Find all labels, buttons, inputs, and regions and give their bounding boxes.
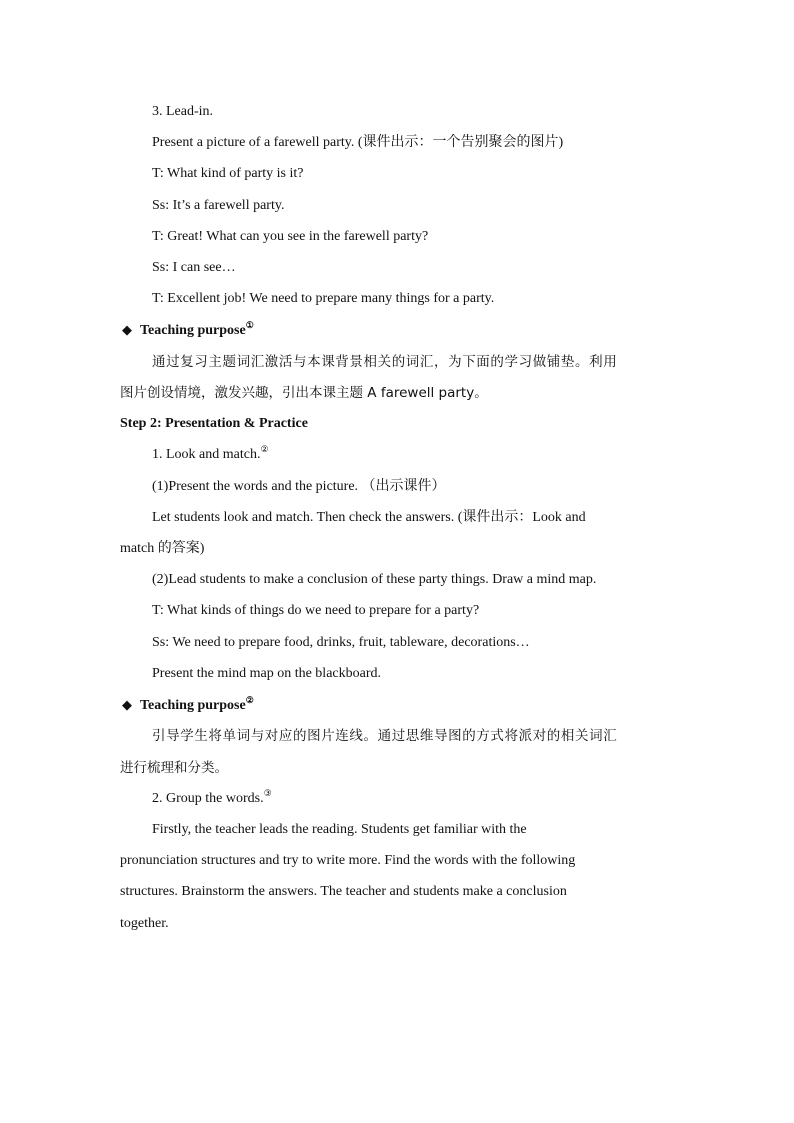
step-heading: Step 2: Presentation & Practice: [120, 416, 308, 431]
text-line: Ss: I can see…: [152, 260, 236, 275]
text-line: T: Excellent job! We need to prepare many things for a party.: [152, 291, 495, 306]
text-line: 通过复习主题词汇激活与本课背景相关的词汇，为下面的学习做铺垫。利用: [152, 354, 618, 370]
footnote-mark: ②: [245, 695, 254, 705]
text-line: structures. Brainstorm the answers. The teacher and students make a conclusion: [120, 884, 567, 899]
text-line: Firstly, the teacher leads the reading. Students get familiar with the: [152, 822, 527, 837]
text-line: 进行梳理和分类。: [120, 760, 228, 776]
text-line: 2. Group the words.③: [152, 788, 272, 806]
text-line: pronunciation structures and try to write more. Find the words with the following: [120, 853, 576, 868]
text-line: 图片创设情境，激发兴趣，引出本课主题 A farewell party。: [120, 385, 488, 401]
text-line: (2)Lead students to make a conclusion of these party things. Draw a mind map.: [152, 572, 597, 587]
text-line: Let students look and match. Then check the answers. (课件出示：Look and: [152, 510, 586, 525]
text-line: T: What kinds of things do we need to prepare for a party?: [152, 603, 480, 618]
lead-in-heading: 3. Lead-in.: [152, 104, 214, 119]
teaching-purpose-heading: ◆ Teaching purpose②: [122, 695, 254, 713]
text-line: 引导学生将单词与对应的图片连线。通过思维导图的方式将派对的相关词汇: [152, 728, 618, 744]
text-line: Present the mind map on the blackboard.: [152, 666, 381, 681]
text-line: (1)Present the words and the picture. （出示课件）: [152, 479, 446, 494]
diamond-icon: ◆: [122, 697, 132, 712]
text-line: Present a picture of a farewell party. (课件出示：一个告别聚会的图片): [152, 135, 564, 150]
text-line: T: What kind of party is it?: [152, 166, 304, 181]
footnote-mark: ③: [263, 788, 272, 798]
footnote-mark: ①: [245, 320, 254, 330]
footnote-mark: ②: [260, 444, 269, 454]
text-line: together.: [120, 916, 169, 931]
diamond-icon: ◆: [122, 322, 132, 337]
text-line: 1. Look and match.②: [152, 444, 269, 462]
text-line: Ss: We need to prepare food, drinks, fruit, tableware, decorations…: [152, 635, 530, 650]
teaching-purpose-heading: ◆ Teaching purpose①: [122, 320, 254, 338]
text-line: Ss: It’s a farewell party.: [152, 198, 285, 213]
text-line: T: Great! What can you see in the farewell party?: [152, 229, 429, 244]
text-line: match 的答案): [120, 541, 205, 556]
